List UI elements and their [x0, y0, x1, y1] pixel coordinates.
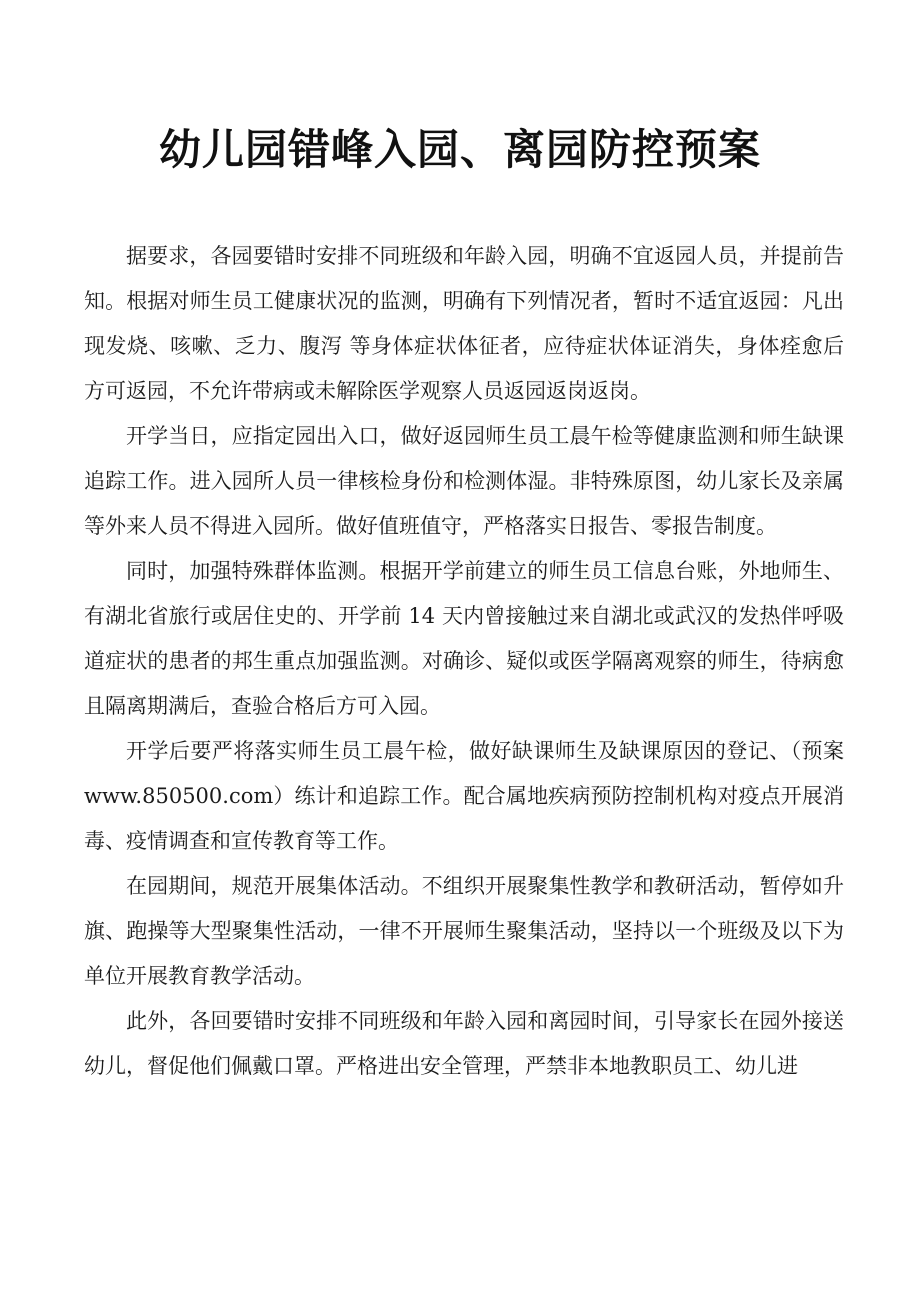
paragraph-3: 同时，加强特殊群体监测。根据开学前建立的师生员工信息台账，外地师生、有湖北省旅行或居住史的、开学前 14 天内曾接触过来自湖北或武汉的发热伴呼吸道症状的患者的邦生重点加强监测。对确诊、疑似或医学隔离观察的师生，待病愈且隔离期满后，查验合格后方可入园。	[84, 559, 844, 718]
paragraph-2: 开学当日，应指定园出入口，做好返园师生员工晨午检等健康监测和师生缺课追踪工作。进入园所人员一律核检身份和检测体湿。非特殊原图，幼儿家长及亲属等外来人员不得进入园所。做好值班值守，严格落实日报告、零报告制度。	[84, 424, 844, 538]
paragraph-4: 开学后要严将落实师生员工晨午检，做好缺课师生及缺课原因的登记、（预案 www.850500.com）练计和追踪工作。配合属地疾病预防控制机构对疫点开展消毒、疫情调查和宣传教育等工作。	[84, 739, 844, 853]
document-title: 幼儿园错峰入园、离园防控预案	[158, 125, 761, 174]
paragraph-6: 此外，各回要错时安排不同班级和年龄入园和离园时间，引导家长在园外接送幼儿，督促他们佩戴口罩。严格进出安全管理，严禁非本地教职员工、幼儿进	[84, 1009, 844, 1078]
paragraph-5: 在园期间，规范开展集体活动。不组织开展聚集性教学和教研活动，暂停如升旗、跑操等大型聚集性活动，一律不开展师生聚集活动，坚持以一个班级及以下为单位开展教育教学活动。	[84, 874, 844, 988]
document-body	[84, 234, 844, 1089]
paragraph-1: 据要求，各园要错时安排不同班级和年龄入园，明确不宜返园人员，并提前告知。根据对师生员工健康状况的监测，明确有下列情况者，暂时不适宜返园：凡出现发烧、咳嗽、乏力、腹泻 等身体症状体征者，应待症状体证消失，身体痊愈后方可返园，不允许带病或未解除医学观察人员返园返岗返岗。	[84, 244, 844, 403]
